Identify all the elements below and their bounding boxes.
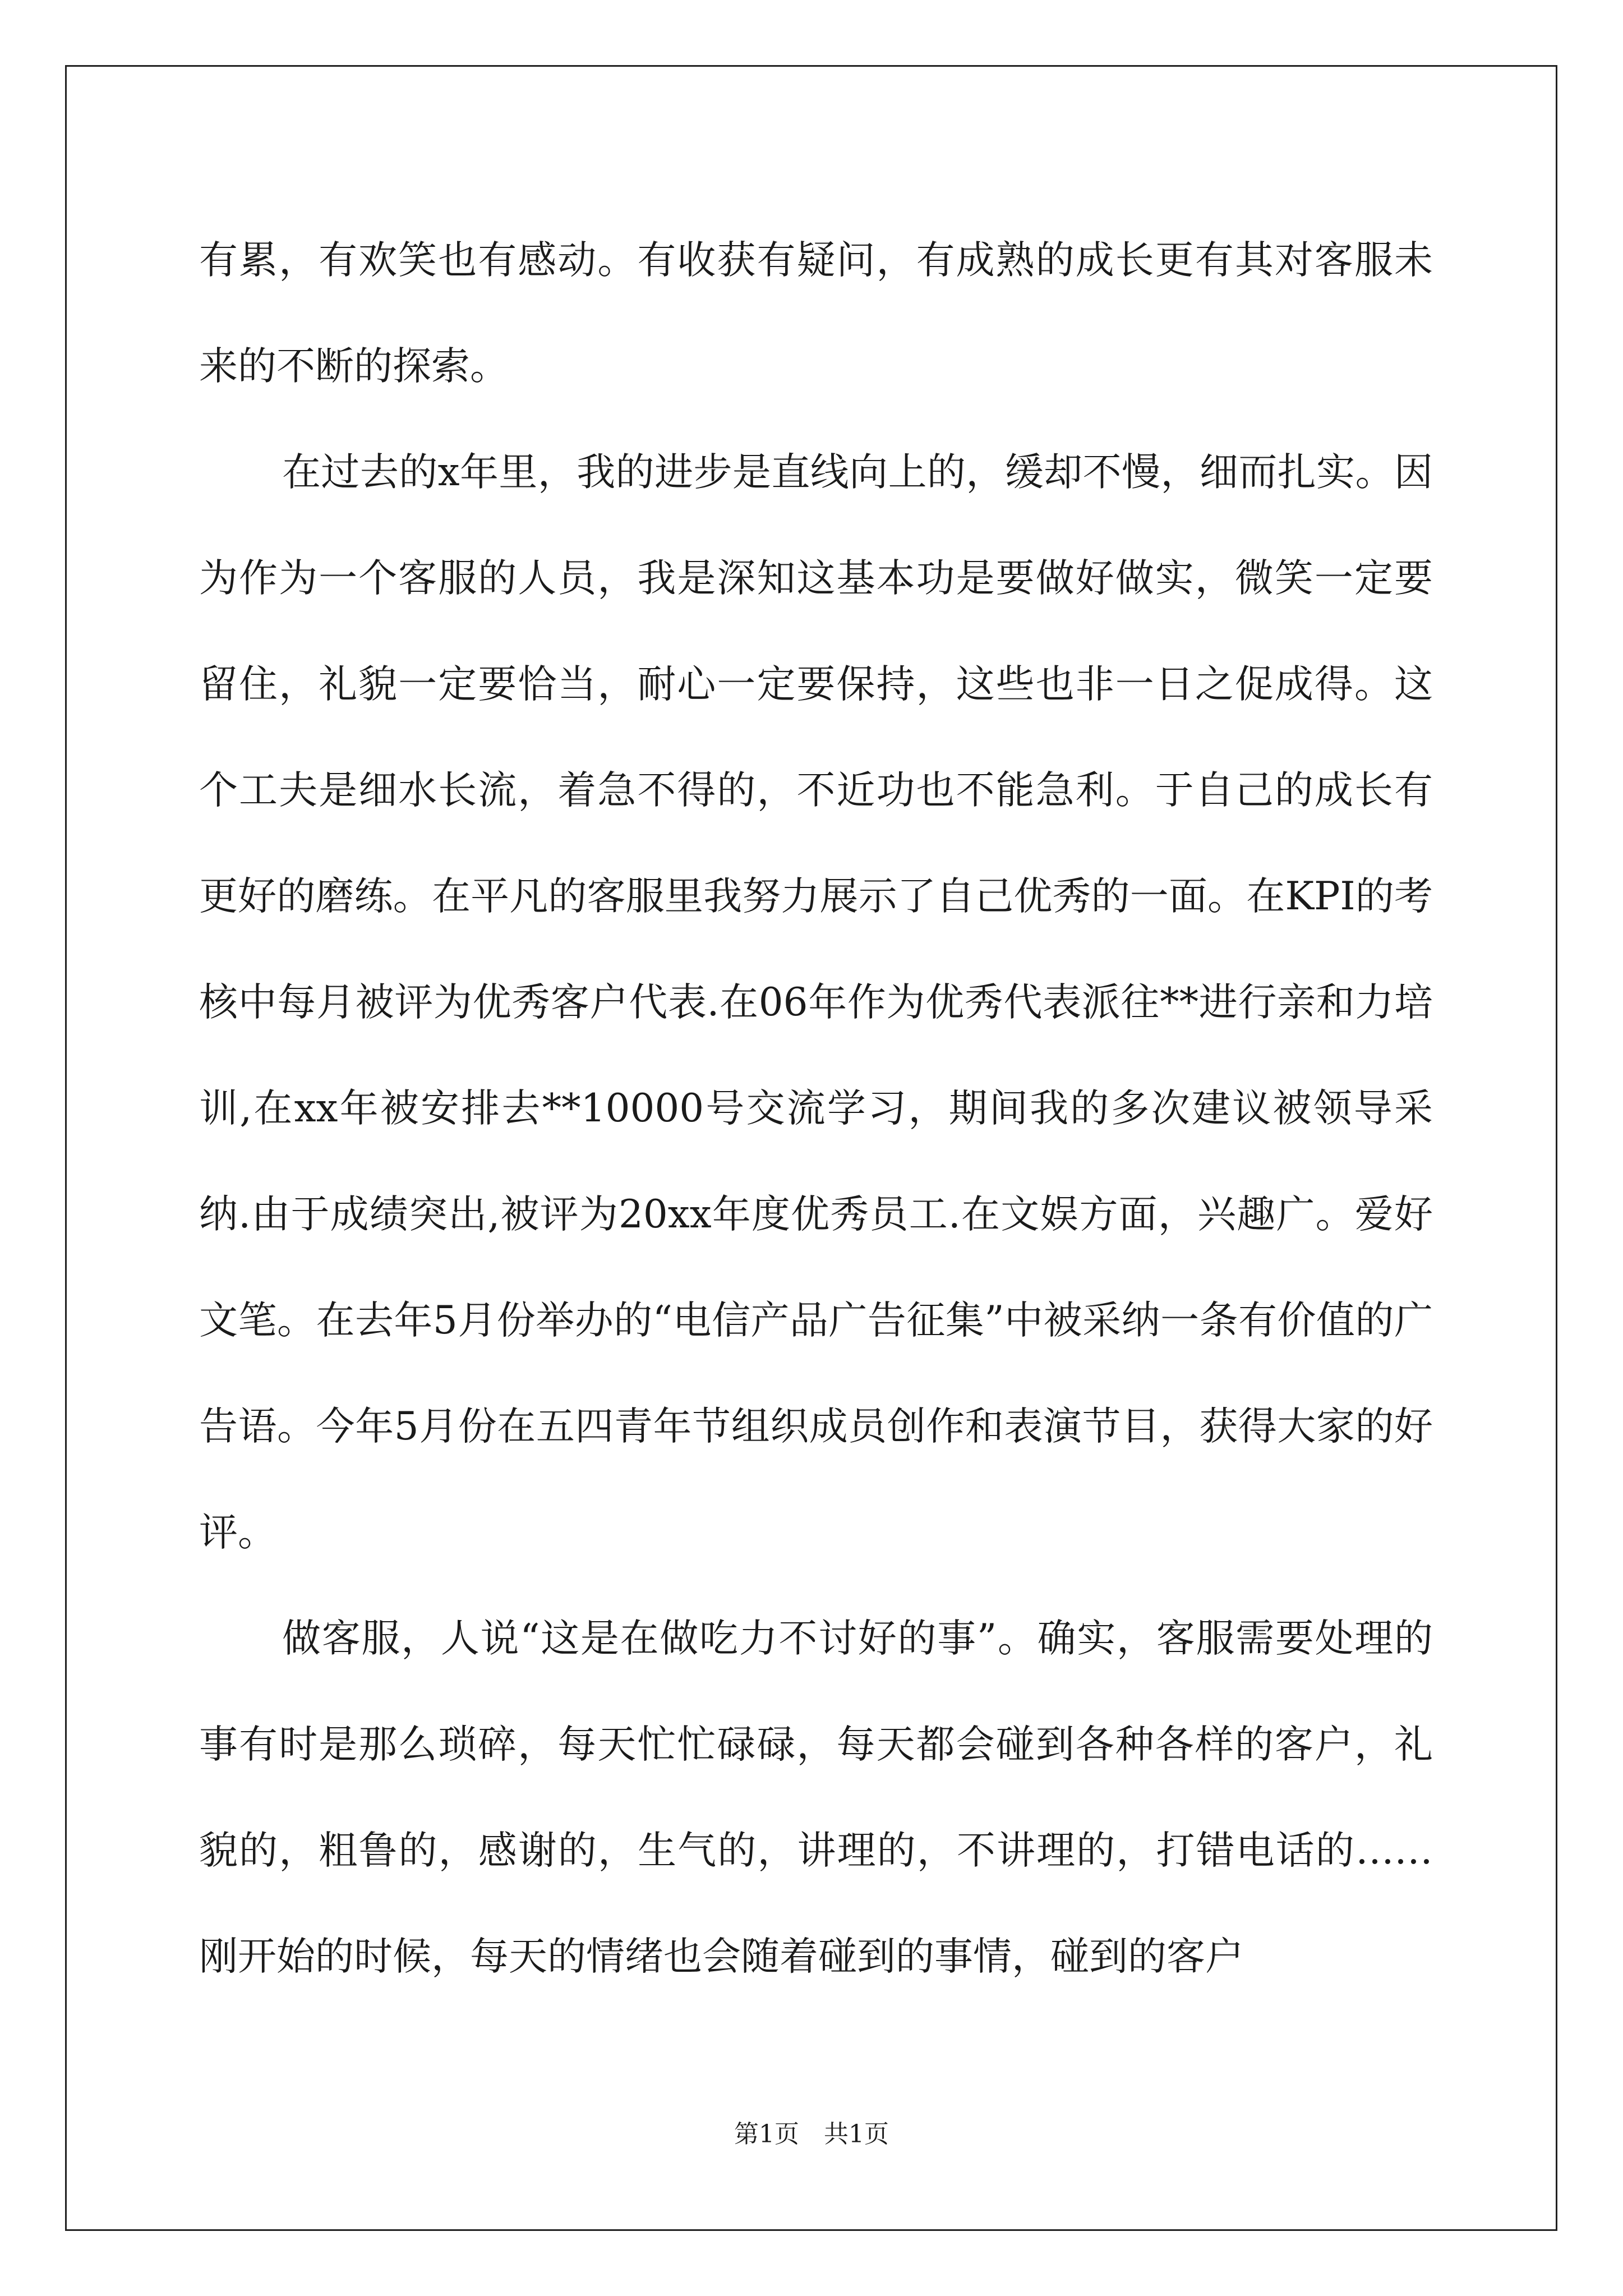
document-body xyxy=(199,208,1433,2010)
page-footer xyxy=(0,2118,1623,2151)
paragraph-3: 做客服，人说“这是在做吃力不讨好的事”。确实，客服需要处理的事有时是那么琐碎，每天忙忙碌碌，每天都会碰到各种各样的客户，礼貌的，粗鲁的，感谢的，生气的，讲理的，不讲理的，打错电话的……刚开始的时候，每天的情绪也会随着碰到的事情，碰到的客户 xyxy=(199,1616,1433,1979)
paragraph-2: 在过去的x年里，我的进步是直线向上的，缓却不慢，细而扎实。因为作为一个客服的人员，我是深知这基本功是要做好做实，微笑一定要留住，礼貌一定要恰当，耐心一定要保持，这些也非一日之促成得。这个工夫是细水长流，着急不得的，不近功也不能急利。于自己的成长有更好的磨练。在平凡的客服里我努力展示了自己优秀的一面。在KPI的考核中每月被评为优秀客户代表.在06年作为优秀代表派往**进行亲和力培训,在xx年被安排去**10000号交流学习，期间我的多次建议被领导采纳.由于成绩突出,被评为20xx年度优秀员工.在文娱方面，兴趣广。爱好文笔。在去年5月份举办的“电信产品广告征集”中被采纳一条有价值的广告语。今年5月份在五四青年节组织成员创作和表演节目，获得大家的好评。 xyxy=(199,450,1433,1555)
paragraph-1: 有累，有欢笑也有感动。有收获有疑问，有成熟的成长更有其对客服未来的不断的探索。 xyxy=(199,238,1433,389)
page-number-label: 第1页 共1页 xyxy=(734,2120,889,2148)
